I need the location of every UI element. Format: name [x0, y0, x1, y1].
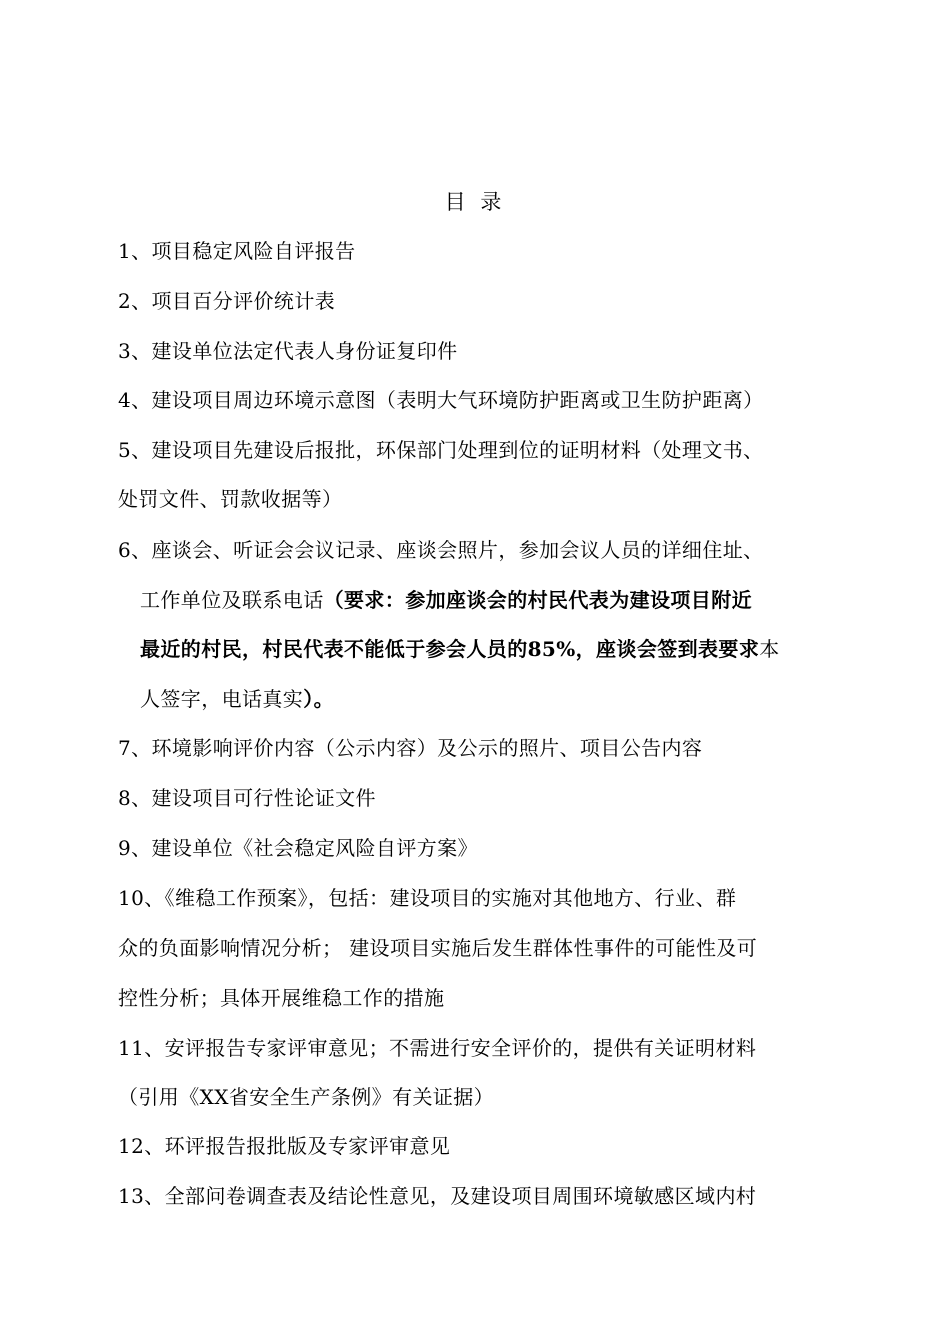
toc-item-7: 7、环境影响评价内容（公示内容）及公示的照片、项目公告内容 — [118, 736, 703, 760]
item6-text: 工作单位及联系电话 — [140, 588, 324, 612]
toc-item-10: 10、《维稳工作预案》，包括：建设项目的实施对其他地方、行业、群 — [118, 886, 737, 910]
toc-item-13: 13、全部问卷调查表及结论性意见，及建设项目周围环境敏感区域内村 — [118, 1184, 757, 1208]
toc-item-6-line4 — [140, 684, 334, 714]
toc-item-9: 9、建设单位《社会稳定风险自评方案》 — [118, 836, 478, 860]
item6-text-cont: 本 — [759, 637, 780, 661]
toc-item-6: 6、座谈会、听证会会议记录、座谈会照片，参加会议人员的详细住址、 — [118, 538, 764, 562]
toc-item-5: 5、建设项目先建设后报批，环保部门处理到位的证明材料（处理文书、 — [118, 438, 764, 462]
toc-item-4: 4、建设项目周边环境示意图（表明大气环境防护距离或卫生防护距离） — [118, 388, 764, 412]
toc-item-12: 12、环评报告报批版及专家评审意见 — [118, 1134, 451, 1158]
toc-item-11-cont: （引用《XX省安全生产条例》有关证据） — [118, 1085, 495, 1109]
item6-requirement-end: ）。 — [303, 687, 335, 711]
toc-item-3: 3、建设单位法定代表人身份证复印件 — [118, 339, 458, 363]
item6-requirement-cont: 最近的村民，村民代表不能低于参会人员的85%，座谈会签到表要求 — [140, 637, 760, 661]
toc-item-11: 11、安评报告专家评审意见；不需进行安全评价的，提供有关证明材料 — [118, 1036, 757, 1060]
toc-item-1: 1、项目稳定风险自评报告 — [118, 239, 356, 263]
toc-item-5-cont: 处罚文件、罚款收据等） — [118, 487, 343, 511]
toc-item-2: 2、项目百分评价统计表 — [118, 289, 336, 313]
toc-item-6-line3 — [140, 634, 780, 664]
page-title: 目 录 — [444, 190, 506, 214]
toc-item-10-cont2: 控性分析；具体开展维稳工作的措施 — [118, 986, 445, 1010]
toc-item-6-line2 — [140, 585, 752, 615]
toc-item-10-cont: 众的负面影响情况分析； 建设项目实施后发生群体性事件的可能性及可 — [118, 936, 758, 960]
toc-item-8: 8、建设项目可行性论证文件 — [118, 786, 376, 810]
item6-requirement: （要求：参加座谈会的村民代表为建设项目附近 — [323, 588, 753, 612]
item6-text-end: 人签字，电话真实 — [140, 687, 304, 711]
